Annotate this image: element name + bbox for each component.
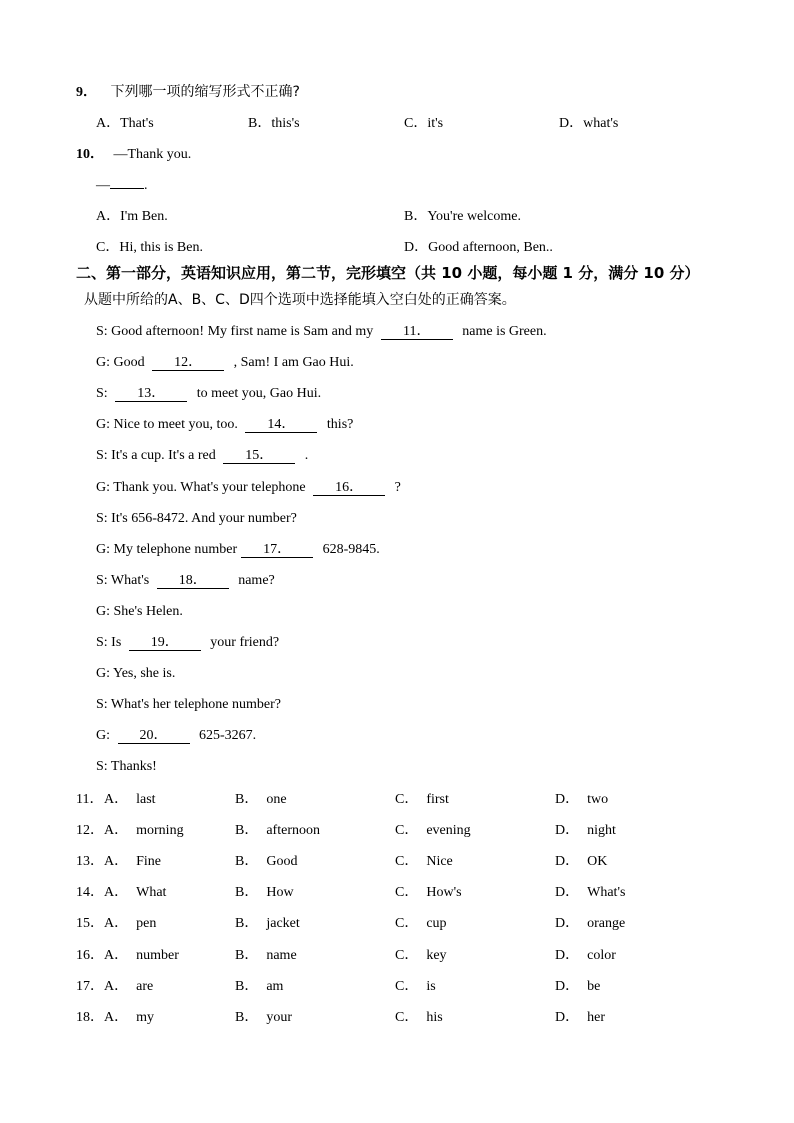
dialogue-line xyxy=(96,323,547,341)
q10-option-a[interactable] xyxy=(96,208,168,226)
dialogue-line xyxy=(96,479,401,497)
option-text: Good xyxy=(266,854,298,870)
option-text: You're welcome. xyxy=(427,209,521,224)
cloze-blank[interactable]: 11． xyxy=(381,324,453,340)
option-letter: A． xyxy=(96,116,121,131)
q10-option-c[interactable] xyxy=(96,239,203,257)
option-text: be xyxy=(587,978,601,994)
choice-number: 12． xyxy=(76,823,104,839)
q9-option-a[interactable] xyxy=(96,115,154,133)
choice-number: 14． xyxy=(76,885,104,901)
choice-option[interactable] xyxy=(104,1009,154,1027)
option-letter: A． xyxy=(104,978,129,994)
choice-option[interactable] xyxy=(555,791,608,809)
choice-option[interactable] xyxy=(104,884,166,902)
dialogue-line xyxy=(96,447,308,465)
dialogue-text-after: to meet you, Gao Hui. xyxy=(193,386,322,402)
choice-option[interactable] xyxy=(555,978,600,996)
dialogue-text-before: S: It's a cup. It's a red xyxy=(96,448,220,464)
dialogue-text-after: your friend? xyxy=(206,635,280,650)
choice-number: 18． xyxy=(76,1009,104,1025)
option-text: cup xyxy=(426,916,447,932)
option-letter: C． xyxy=(395,916,419,932)
question-number: 10． xyxy=(76,147,104,162)
option-text: what's xyxy=(583,116,619,131)
choice-number: 13． xyxy=(76,854,104,870)
cloze-blank[interactable]: 12． xyxy=(152,355,224,371)
dialogue-text-before: G: xyxy=(96,728,114,744)
dialogue-text-before: S: What's her telephone number? xyxy=(96,697,281,713)
option-letter: D． xyxy=(555,916,580,932)
dialogue-line xyxy=(96,603,183,621)
choice-option[interactable] xyxy=(104,978,153,996)
option-letter: B． xyxy=(235,885,259,901)
choice-number: 17． xyxy=(76,978,104,994)
option-letter: A． xyxy=(104,1009,129,1025)
choice-option[interactable] xyxy=(395,915,447,933)
option-text: night xyxy=(587,823,616,839)
option-letter: D． xyxy=(555,792,580,807)
q10-option-b[interactable] xyxy=(404,208,521,226)
cloze-blank[interactable]: 15． xyxy=(223,448,295,464)
option-text: are xyxy=(136,978,154,994)
option-letter: A． xyxy=(96,209,121,224)
option-letter: A． xyxy=(104,823,129,839)
choice-option[interactable] xyxy=(395,791,449,809)
dialogue-line xyxy=(96,510,297,528)
choice-option[interactable] xyxy=(555,915,625,933)
option-text: pen xyxy=(136,916,157,932)
period: . xyxy=(144,178,148,193)
cloze-blank[interactable]: 13． xyxy=(115,386,187,402)
option-letter: B． xyxy=(235,854,259,870)
option-text: first xyxy=(426,792,449,807)
q10-option-d[interactable] xyxy=(404,239,553,257)
option-letter: D． xyxy=(555,854,580,870)
cloze-blank[interactable]: 17． xyxy=(241,542,313,558)
dialogue-text-before: G: Nice to meet you, too. xyxy=(96,417,242,433)
choice-option[interactable] xyxy=(395,853,453,871)
dialogue-text-before: S: It's 656-8472. And your number? xyxy=(96,510,297,526)
cloze-blank[interactable]: 14． xyxy=(245,417,317,433)
choice-option[interactable] xyxy=(235,822,320,840)
dialogue-text-after: 628-9845. xyxy=(319,541,380,557)
option-text: morning xyxy=(136,823,184,839)
option-text: evening xyxy=(426,823,471,839)
dialogue-text-before: G: She's Helen. xyxy=(96,603,183,619)
option-text: her xyxy=(587,1009,606,1025)
option-letter: D． xyxy=(559,116,584,131)
option-text: his xyxy=(426,1009,443,1025)
choice-option[interactable] xyxy=(395,978,436,996)
choice-option[interactable] xyxy=(235,915,300,933)
section-instruction: 从题中所给的A、B、C、D四个选项中选择能填入空白处的正确答案。 xyxy=(84,292,516,308)
choice-option[interactable] xyxy=(104,853,161,871)
option-text: afternoon xyxy=(266,823,320,839)
option-text: How's xyxy=(426,885,462,901)
option-letter: B． xyxy=(235,1009,259,1025)
option-text: What xyxy=(136,885,167,901)
q9-option-c[interactable] xyxy=(404,115,443,133)
option-text: last xyxy=(136,792,156,807)
option-text: Good afternoon, Ben.. xyxy=(428,240,553,255)
dialogue-text-after: this? xyxy=(323,417,354,433)
dialogue-text-before: G: My telephone number xyxy=(96,541,238,557)
dialogue-text-after: ? xyxy=(391,479,401,495)
question-number: 9． xyxy=(76,85,97,100)
option-letter: D． xyxy=(404,240,429,255)
choice-option[interactable] xyxy=(235,791,287,809)
choice-option[interactable] xyxy=(555,822,616,840)
dialogue-line xyxy=(96,696,281,714)
option-letter: D． xyxy=(555,947,580,963)
option-text: your xyxy=(266,1009,293,1025)
choice-number: 11． xyxy=(76,792,104,807)
dialogue-line xyxy=(96,727,256,745)
option-letter: B． xyxy=(235,916,259,932)
choice-option[interactable] xyxy=(104,822,184,840)
dialogue-line xyxy=(96,541,380,559)
option-text: Fine xyxy=(136,854,162,870)
option-letter: A． xyxy=(104,916,129,932)
choice-option[interactable] xyxy=(235,1009,292,1027)
option-text: am xyxy=(266,978,284,994)
option-letter: D． xyxy=(555,885,580,901)
cloze-blank[interactable]: 16． xyxy=(313,480,385,496)
choice-option[interactable] xyxy=(395,884,462,902)
dialogue-text-before: S: Thanks! xyxy=(96,759,157,775)
question-stem: 下列哪一项的缩写形式不正确? xyxy=(110,84,300,100)
choice-option[interactable] xyxy=(104,791,156,809)
choice-option[interactable] xyxy=(555,947,616,965)
q10-answer-line[interactable] xyxy=(96,177,148,195)
option-letter: C． xyxy=(404,116,428,131)
dialogue-line xyxy=(96,572,275,590)
option-letter: C． xyxy=(395,792,419,807)
cloze-blank[interactable]: 20． xyxy=(118,728,190,744)
choice-option[interactable] xyxy=(235,853,297,871)
dialogue-line xyxy=(96,758,157,776)
option-text: What's xyxy=(587,885,626,901)
dialogue-text-after: . xyxy=(301,448,309,464)
dialogue-text-after: name is Green. xyxy=(458,324,547,339)
question-9 xyxy=(76,83,300,102)
choice-option[interactable] xyxy=(395,822,471,840)
answer-blank[interactable] xyxy=(110,188,144,189)
option-letter: D． xyxy=(555,978,580,994)
choice-option[interactable] xyxy=(555,884,625,902)
cloze-blank[interactable]: 19． xyxy=(129,635,201,651)
section-heading: 二、第一部分，英语知识应用，第二节，完形填空（共 10 小题，每小题 1 分，满分 10 分） xyxy=(76,264,700,282)
dialogue-text-before: S: What's xyxy=(96,572,153,588)
option-text: name xyxy=(266,947,297,963)
option-letter: A． xyxy=(104,792,129,807)
option-letter: C． xyxy=(96,240,120,255)
option-letter: B． xyxy=(248,116,272,131)
choice-option[interactable] xyxy=(104,915,156,933)
option-letter: A． xyxy=(104,885,129,901)
option-letter: B． xyxy=(235,978,259,994)
dialogue-text-before: S: xyxy=(96,386,112,402)
dash: — xyxy=(96,178,110,193)
choice-option[interactable] xyxy=(395,947,447,965)
dialogue-line xyxy=(96,634,279,652)
dialogue-line xyxy=(96,665,175,683)
option-text: my xyxy=(136,1009,155,1025)
option-letter: B． xyxy=(404,209,428,224)
dialogue-line xyxy=(96,385,321,403)
option-letter: B． xyxy=(235,947,259,963)
cloze-blank[interactable]: 18． xyxy=(157,573,229,589)
dialogue-text-after: , Sam! I am Gao Hui. xyxy=(230,355,354,371)
dialogue-text-before: S: Is xyxy=(96,635,125,650)
option-text: How xyxy=(266,885,294,901)
option-text: two xyxy=(587,792,609,807)
choice-option[interactable] xyxy=(104,947,179,965)
option-text: it's xyxy=(427,116,444,131)
question-stem: —Thank you. xyxy=(113,147,192,162)
option-letter: C． xyxy=(395,978,419,994)
option-letter: C． xyxy=(395,947,419,963)
option-letter: B． xyxy=(235,823,259,839)
dialogue-text-before: G: Thank you. What's your telephone xyxy=(96,479,310,495)
choice-number: 15． xyxy=(76,916,104,932)
dialogue-text-before: G: Yes, she is. xyxy=(96,666,176,682)
option-text: That's xyxy=(120,116,154,131)
choice-option[interactable] xyxy=(235,884,294,902)
option-letter: A． xyxy=(104,854,129,870)
q9-option-b[interactable] xyxy=(248,115,300,133)
q9-option-d[interactable] xyxy=(559,115,618,133)
dialogue-line xyxy=(96,354,354,372)
option-letter: D． xyxy=(555,1009,580,1025)
choice-number: 16． xyxy=(76,947,104,963)
choice-option[interactable] xyxy=(235,947,297,965)
option-text: orange xyxy=(587,916,626,932)
option-letter: C． xyxy=(395,885,419,901)
option-letter: C． xyxy=(395,854,419,870)
choice-option[interactable] xyxy=(395,1009,443,1027)
dialogue-line xyxy=(96,416,353,434)
option-letter: C． xyxy=(395,823,419,839)
dialogue-text-after: 625-3267. xyxy=(195,728,257,744)
option-letter: A． xyxy=(104,947,129,963)
option-text: Hi, this is Ben. xyxy=(119,240,203,255)
option-text: I'm Ben. xyxy=(120,209,168,224)
option-text: one xyxy=(266,792,287,807)
dialogue-text-before: G: Good xyxy=(96,355,149,371)
option-letter: B． xyxy=(235,792,259,807)
option-text: Nice xyxy=(426,854,453,870)
option-text: is xyxy=(426,978,436,994)
option-text: this's xyxy=(271,116,300,131)
choice-option[interactable] xyxy=(235,978,283,996)
option-letter: C． xyxy=(395,1009,419,1025)
option-letter: D． xyxy=(555,823,580,839)
question-10 xyxy=(76,146,191,164)
choice-option[interactable] xyxy=(555,1009,605,1027)
option-text: OK xyxy=(587,854,608,870)
option-text: color xyxy=(587,947,616,963)
dialogue-text-before: S: Good afternoon! My first name is Sam and my xyxy=(96,324,377,339)
option-text: number xyxy=(136,947,179,963)
dialogue-text-after: name? xyxy=(234,572,275,588)
option-text: jacket xyxy=(266,916,300,932)
option-text: key xyxy=(426,947,447,963)
choice-option[interactable] xyxy=(555,853,607,871)
